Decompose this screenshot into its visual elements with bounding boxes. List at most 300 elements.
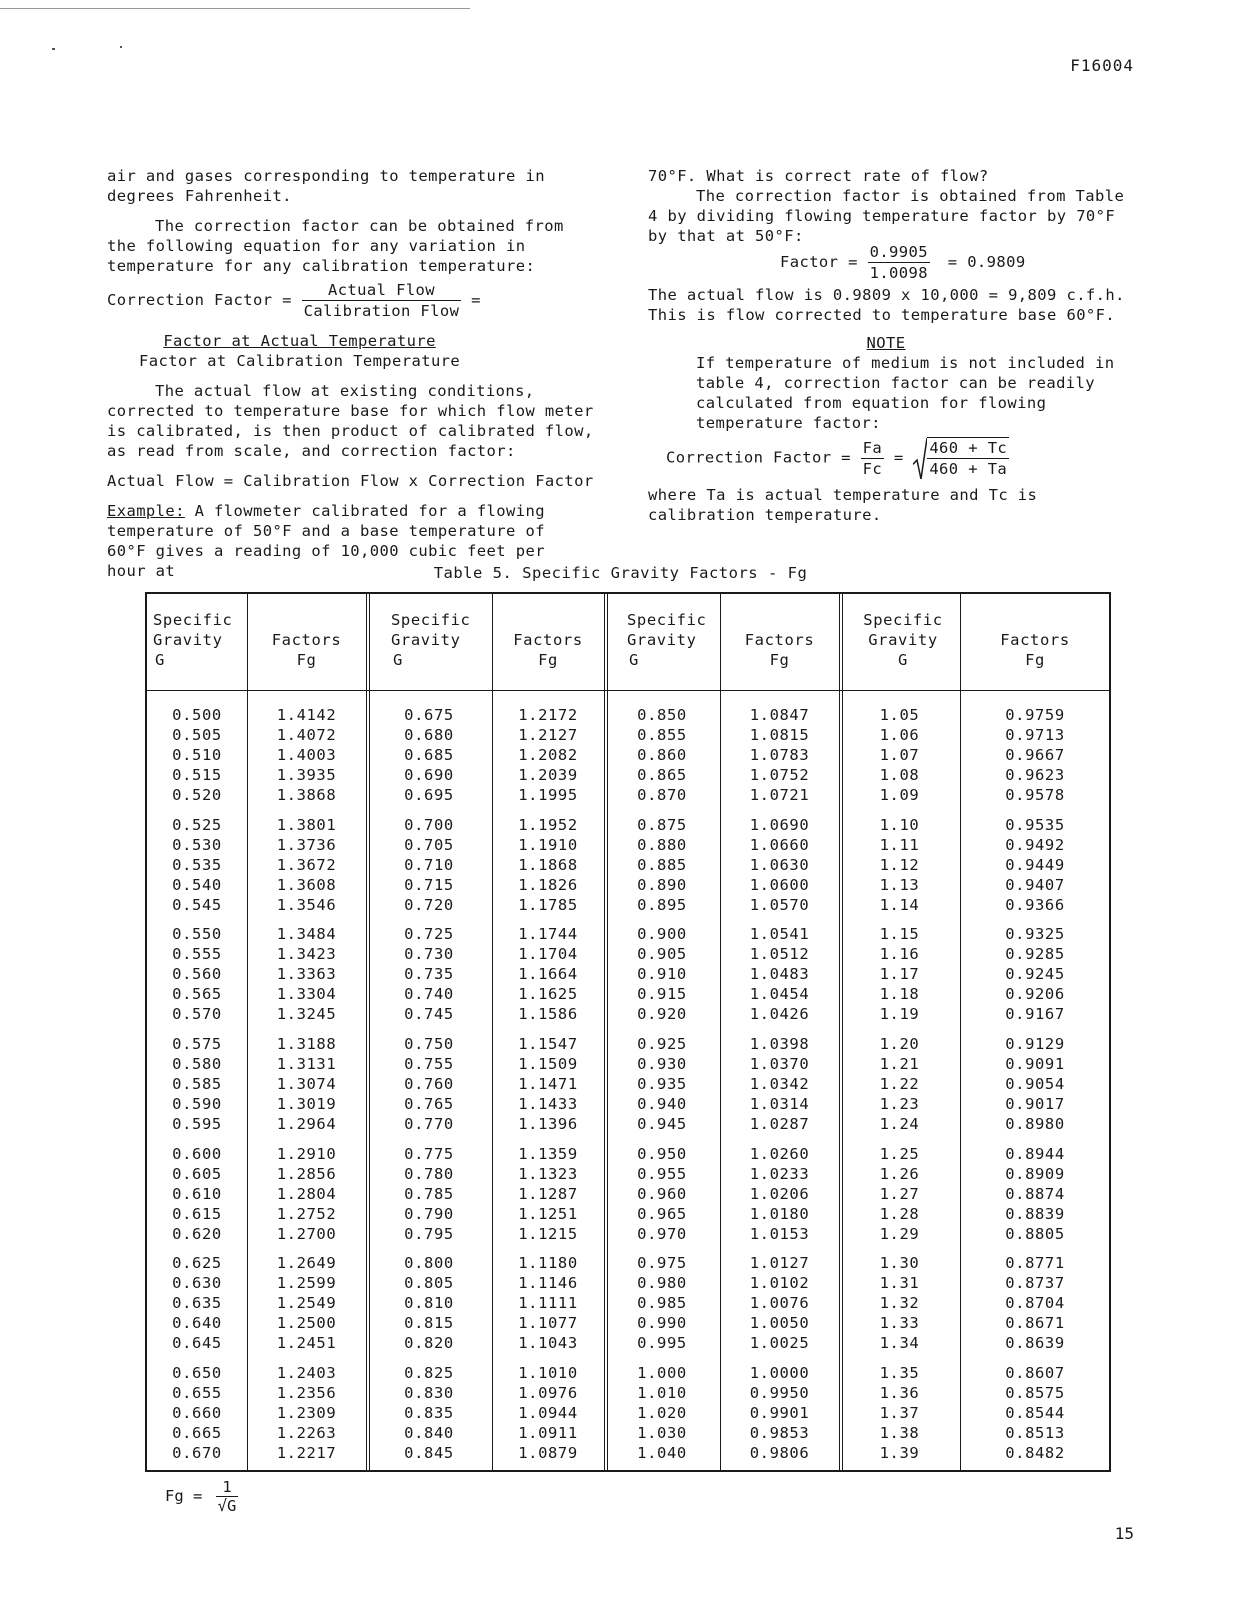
table-cell: 0.860: [637, 746, 687, 764]
table-cell: 1.1664: [518, 965, 578, 984]
table-cell: 1.0483: [749, 965, 810, 984]
table-cell: 0.555: [172, 945, 222, 964]
table-cell: 0.9285: [1005, 945, 1065, 964]
table-cell: 1.2804: [276, 1184, 337, 1203]
paragraph: The actual flow is 0.9809 x 10,000 = 9,809 c.f.h. This is flow corrected to temperature base 60°F.: [648, 286, 1125, 324]
fraction-denominator: 460 + Ta: [929, 460, 1008, 478]
row-group: [604, 705, 720, 805]
table-cell: 1.1146: [518, 1274, 578, 1293]
table-cell: 0.910: [637, 965, 687, 984]
table-cell: 1.39: [879, 1444, 920, 1463]
formula-fraction: [216, 1478, 239, 1515]
gravity-column: [147, 705, 247, 1473]
table-cell: 0.885: [637, 855, 687, 874]
table-cell: 0.655: [172, 1384, 222, 1403]
table-cell: 0.975: [637, 1254, 687, 1273]
table-cell: 0.560: [172, 965, 222, 984]
table-cell: 1.32: [879, 1294, 920, 1313]
table-cell: 1.10: [879, 815, 920, 834]
table-cell: 0.570: [172, 1005, 222, 1024]
table-cell: 1.1251: [518, 1204, 578, 1223]
table-cell: 1.2039: [518, 766, 578, 784]
row-group: [492, 924, 604, 1024]
fraction-numerator: 1: [216, 1478, 239, 1497]
row-group: [839, 1363, 960, 1463]
table-cell: 0.9535: [1005, 815, 1065, 834]
header-line: G: [629, 651, 639, 669]
table-cell: 0.845: [404, 1444, 454, 1463]
header-line: Specific: [627, 611, 707, 629]
table-cell: 0.500: [172, 706, 222, 724]
header-line: G: [898, 651, 908, 669]
right-text-column: [648, 166, 1168, 525]
table-cell: 0.895: [637, 895, 687, 914]
table-cell: 1.0630: [749, 855, 810, 874]
table-cell: 1.14: [879, 895, 920, 914]
row-group: [366, 705, 492, 805]
header-specific-gravity: [391, 610, 470, 670]
header-line: Fg: [538, 651, 558, 669]
table-cell: 1.2549: [276, 1294, 337, 1313]
table-cell: 1.4142: [276, 706, 337, 724]
table-cell: 1.0783: [749, 746, 810, 764]
fg-definition-formula: [165, 1478, 238, 1515]
table-cell: 0.835: [404, 1404, 454, 1423]
header-specific-gravity: [627, 610, 706, 670]
fraction-denominator: Calibration Flow: [303, 302, 460, 320]
header-line: Factors: [1000, 631, 1070, 649]
table-cell: 1.3245: [276, 1005, 337, 1024]
fraction-denominator: Fc: [862, 459, 883, 478]
table-cell: 1.1952: [518, 815, 578, 834]
header-line: Fg: [296, 651, 317, 669]
table-cell: 1.2599: [276, 1274, 337, 1293]
table-cell: 1.0287: [749, 1115, 810, 1134]
row-group: [247, 924, 366, 1024]
equation-label: Factor =: [780, 253, 858, 271]
header-line: Factors: [271, 631, 342, 649]
row-group: [366, 1144, 492, 1244]
table-cell: 0.8639: [1005, 1334, 1065, 1353]
table-cell: 1.0370: [749, 1055, 810, 1074]
table-cell: 1.2500: [276, 1314, 337, 1333]
factor-fraction: [868, 242, 930, 283]
note-title: NOTE: [866, 334, 906, 352]
factor-result: = 0.9809: [947, 253, 1026, 271]
table-cell: 0.960: [637, 1184, 687, 1203]
table-cell: 0.775: [404, 1144, 454, 1163]
table-cell: 1.000: [637, 1364, 687, 1383]
row-group: [720, 705, 839, 805]
header-line: Gravity: [868, 631, 938, 649]
gravity-column: [839, 705, 960, 1473]
gravity-column: [366, 705, 492, 1473]
table-cell: 1.3868: [276, 786, 337, 804]
row-group: [492, 1034, 604, 1134]
table-cell: 0.8607: [1005, 1364, 1065, 1383]
row-group: [960, 1144, 1110, 1244]
table-cell: 1.2172: [518, 706, 578, 724]
table-cell: 0.690: [404, 766, 454, 784]
table-cell: 0.9091: [1005, 1055, 1065, 1074]
row-group: [839, 1034, 960, 1134]
table-cell: 0.930: [637, 1055, 687, 1074]
table-cell: 1.4003: [276, 746, 337, 764]
fraction-denominator: [216, 1497, 239, 1515]
table-cell: 0.900: [637, 925, 687, 944]
table-cell: 1.1509: [518, 1055, 578, 1074]
square-root: [913, 437, 1009, 479]
table-cell: 1.1010: [518, 1364, 578, 1383]
row-group: [960, 1253, 1110, 1353]
table-cell: 0.915: [637, 985, 687, 1004]
radical-sign-icon: [913, 437, 927, 479]
row-group: [147, 705, 247, 805]
table-cell: 1.3484: [276, 925, 337, 944]
table-cell: 1.33: [879, 1314, 920, 1333]
header-line: Gravity: [627, 631, 697, 649]
table-cell: 0.890: [637, 875, 687, 894]
row-group: [366, 1253, 492, 1353]
fraction-numerator: 0.9905: [869, 243, 928, 261]
table-cell: 1.0233: [749, 1164, 810, 1183]
table-cell: 0.945: [637, 1115, 687, 1134]
table-cell: 1.3672: [276, 855, 337, 874]
table-cell: 1.28: [879, 1204, 920, 1223]
table-cell: 1.31: [879, 1274, 920, 1293]
table-cell: 1.4072: [276, 726, 337, 744]
fraction-numerator: Factor at Actual Temperature: [163, 332, 436, 350]
table-cell: 0.865: [637, 766, 687, 784]
table-cell: 1.0752: [749, 766, 810, 784]
table-cell: 1.0660: [749, 835, 810, 854]
table-cell: 0.8909: [1005, 1164, 1065, 1183]
table-cell: 1.0025: [749, 1334, 810, 1353]
table-cell: 1.2082: [518, 746, 578, 764]
table-cell: 0.985: [637, 1294, 687, 1313]
table-cell: 1.1625: [518, 985, 578, 1004]
table-cell: 1.09: [879, 786, 920, 804]
row-group: [720, 1253, 839, 1353]
table-cell: 1.040: [637, 1444, 687, 1463]
table-cell: 1.1910: [518, 835, 578, 854]
table-cell: 0.8513: [1005, 1424, 1065, 1443]
page-number: 15: [1114, 1524, 1134, 1543]
table-cell: 0.9054: [1005, 1075, 1065, 1094]
table-cell: 1.1586: [518, 1005, 578, 1024]
table-cell: 0.605: [172, 1164, 222, 1183]
table-cell: 0.9407: [1005, 875, 1065, 894]
radical-sign-icon: √: [217, 1497, 228, 1515]
table-cell: 0.805: [404, 1274, 454, 1293]
table-cell: 1.1077: [518, 1314, 578, 1333]
table-cell: 0.850: [637, 706, 687, 724]
table-cell: 1.07: [879, 746, 920, 764]
specific-gravity-table: [145, 592, 1111, 1472]
row-group: [839, 1253, 960, 1353]
table-cell: 0.840: [404, 1424, 454, 1443]
table-cell: 1.2451: [276, 1334, 337, 1353]
row-group: [247, 1363, 366, 1463]
table-cell: 1.3363: [276, 965, 337, 984]
table-cell: 0.8704: [1005, 1294, 1065, 1313]
table-cell: 0.715: [404, 875, 454, 894]
table-cell: 1.08: [879, 766, 920, 784]
table-cell: 1.38: [879, 1424, 920, 1443]
table-cell: 0.725: [404, 925, 454, 944]
table-cell: 0.9806: [749, 1444, 810, 1463]
table-cell: 1.1995: [518, 786, 578, 804]
row-group: [720, 815, 839, 915]
header-line: Specific: [863, 611, 943, 629]
row-group: [247, 1253, 366, 1353]
table-cell: 1.06: [879, 726, 920, 744]
table-cell: 1.2309: [276, 1404, 337, 1423]
left-text-column: [107, 166, 627, 581]
temperature-factor-fraction: [137, 331, 627, 371]
table-cell: 1.13: [879, 875, 920, 894]
fraction-numerator: Actual Flow: [302, 280, 462, 301]
table-cell: 1.0879: [518, 1444, 578, 1463]
table-cell: 1.010: [637, 1384, 687, 1403]
table-cell: 0.765: [404, 1095, 454, 1114]
table-cell: 1.3423: [276, 945, 337, 964]
row-group: [247, 1144, 366, 1244]
table-cell: 1.0314: [749, 1095, 810, 1114]
table-cell: 0.9492: [1005, 835, 1065, 854]
table-cell: 0.800: [404, 1254, 454, 1273]
header-line: G: [155, 651, 165, 669]
table-cell: 1.3546: [276, 895, 337, 914]
table-cell: 1.0050: [749, 1314, 810, 1333]
table-cell: 0.8575: [1005, 1384, 1065, 1403]
fraction-numerator: Fa: [862, 438, 883, 457]
table-cell: 1.3304: [276, 985, 337, 1004]
table-cell: 1.3074: [276, 1075, 337, 1094]
table-cell: 0.9759: [1005, 706, 1065, 724]
row-group: [839, 924, 960, 1024]
table-cell: 0.8737: [1005, 1274, 1065, 1293]
table-cell: 1.25: [879, 1144, 920, 1163]
table-cell: 0.630: [172, 1274, 222, 1293]
table-cell: 0.550: [172, 925, 222, 944]
table-cell: 0.8671: [1005, 1314, 1065, 1333]
fraction: [137, 331, 462, 371]
table-cell: 1.2127: [518, 726, 578, 744]
table-cell: 0.680: [404, 726, 454, 744]
table-cell: 1.1180: [518, 1254, 578, 1273]
header-rule: [147, 690, 1109, 691]
table-cell: 0.830: [404, 1384, 454, 1403]
row-group: [366, 815, 492, 915]
table-cell: 1.2403: [276, 1364, 337, 1383]
header-factors: [960, 630, 1110, 670]
row-group: [839, 1144, 960, 1244]
table-cell: 1.3019: [276, 1095, 337, 1114]
table-cell: 0.935: [637, 1075, 687, 1094]
table-cell: 1.1043: [518, 1334, 578, 1353]
table-cell: 1.1868: [518, 855, 578, 874]
row-group: [960, 1363, 1110, 1463]
table-cell: 1.1826: [518, 875, 578, 894]
table-cell: 0.525: [172, 815, 222, 834]
table-cell: 0.520: [172, 786, 222, 804]
table-cell: 1.2964: [276, 1115, 337, 1134]
fraction-denominator: Factor at Calibration Temperature: [139, 352, 461, 370]
correction-factor-equation: [107, 280, 627, 321]
row-group: [960, 815, 1110, 915]
table-cell: 0.990: [637, 1314, 687, 1333]
header-line: G: [393, 651, 403, 669]
row-group: [720, 1363, 839, 1463]
table-cell: 1.30: [879, 1254, 920, 1273]
table-cell: 1.1744: [518, 925, 578, 944]
header-line: Fg: [769, 651, 790, 669]
table-cell: 1.0102: [749, 1274, 810, 1293]
row-group: [366, 924, 492, 1024]
table-cell: 1.1323: [518, 1164, 578, 1183]
table-cell: 1.0815: [749, 726, 810, 744]
equation-label: Correction Factor =: [666, 448, 851, 467]
table-cell: 1.0570: [749, 895, 810, 914]
table-cell: 0.8980: [1005, 1115, 1065, 1134]
table-cell: 1.2856: [276, 1164, 337, 1183]
row-group: [147, 1144, 247, 1244]
table-cell: 1.0512: [749, 945, 810, 964]
table-cell: 0.665: [172, 1424, 222, 1443]
table-cell: 0.9206: [1005, 985, 1065, 1004]
table-cell: 1.3188: [276, 1035, 337, 1054]
table-cell: 1.1287: [518, 1184, 578, 1203]
table-cell: 0.750: [404, 1035, 454, 1054]
row-group: [147, 924, 247, 1024]
table-cell: 0.585: [172, 1075, 222, 1094]
table-cell: 0.705: [404, 835, 454, 854]
table-cell: 0.810: [404, 1294, 454, 1313]
row-group: [839, 705, 960, 805]
table-cell: 0.965: [637, 1204, 687, 1223]
note-text: If temperature of medium is not included in table 4, correction factor can be readily calculated from equation for flowing temperature factor:: [696, 354, 1115, 432]
table-cell: 0.730: [404, 945, 454, 964]
row-group: [492, 1144, 604, 1244]
row-group: [247, 1034, 366, 1134]
table-cell: 0.8839: [1005, 1204, 1065, 1223]
table-cell: 0.635: [172, 1294, 222, 1313]
table-cell: 1.26: [879, 1164, 920, 1183]
table-cell: 1.0260: [749, 1144, 810, 1163]
table-cell: 0.720: [404, 895, 454, 914]
table-cell: 1.23: [879, 1095, 920, 1114]
table-cell: 0.645: [172, 1334, 222, 1353]
table-cell: 0.540: [172, 875, 222, 894]
paragraph: The correction factor can be obtained from the following equation for any variation in temperature for any calibration temperature:: [107, 217, 564, 275]
flow-fraction: [302, 280, 462, 321]
table-cell: 0.9245: [1005, 965, 1065, 984]
table-cell: 1.0000: [749, 1364, 810, 1383]
table-cell: 1.2217: [276, 1444, 337, 1463]
table-cell: 1.030: [637, 1424, 687, 1443]
table-cell: 0.970: [637, 1224, 687, 1243]
table-cell: 1.0206: [749, 1184, 810, 1203]
table-cell: 1.29: [879, 1224, 920, 1243]
row-group: [960, 705, 1110, 805]
paragraph: Actual Flow = Calibration Flow x Correction Factor: [107, 472, 594, 490]
table-cell: 0.9578: [1005, 786, 1065, 804]
table-cell: 1.11: [879, 835, 920, 854]
table-cell: 0.620: [172, 1224, 222, 1243]
table-cell: 0.790: [404, 1204, 454, 1223]
table-cell: 0.510: [172, 746, 222, 764]
table-cell: 1.19: [879, 1005, 920, 1024]
row-group: [366, 1363, 492, 1463]
table-cell: 1.16: [879, 945, 920, 964]
table-cell: 1.35: [879, 1364, 920, 1383]
table-cell: 1.3736: [276, 835, 337, 854]
table-cell: 0.920: [637, 1005, 687, 1024]
table-cell: 1.0976: [518, 1384, 578, 1403]
table-cell: 0.755: [404, 1055, 454, 1074]
table-cell: 0.625: [172, 1254, 222, 1273]
table-cell: 0.670: [172, 1444, 222, 1463]
table-cell: 0.695: [404, 786, 454, 804]
table-cell: 1.1215: [518, 1224, 578, 1243]
table-cell: 0.9901: [749, 1404, 810, 1423]
radicand-fraction: [927, 438, 1009, 479]
table-cell: 0.880: [637, 835, 687, 854]
table-cell: 0.545: [172, 895, 222, 914]
fraction-numerator: 460 + Tc: [929, 439, 1008, 457]
table-cell: 0.815: [404, 1314, 454, 1333]
table-cell: 0.995: [637, 1334, 687, 1353]
paragraph: 70°F. What is correct rate of flow?: [648, 167, 989, 185]
header-specific-gravity: [847, 610, 959, 670]
table-cell: 0.615: [172, 1204, 222, 1223]
header-line: Specific: [153, 611, 233, 629]
table-cell: 0.825: [404, 1364, 454, 1383]
table-cell: 0.8771: [1005, 1254, 1065, 1273]
table-cell: 1.0690: [749, 815, 810, 834]
header-specific-gravity: [153, 610, 232, 670]
header-line: Factors: [744, 631, 815, 649]
table-cell: 0.785: [404, 1184, 454, 1203]
row-group: [960, 1034, 1110, 1134]
header-factors: [492, 630, 604, 670]
table-cell: 0.590: [172, 1095, 222, 1114]
fraction-denominator: 1.0098: [869, 264, 928, 282]
table-cell: 0.515: [172, 766, 222, 784]
table-cell: 0.745: [404, 1005, 454, 1024]
table-cell: 1.020: [637, 1404, 687, 1423]
radicand: [927, 437, 1009, 479]
table-cell: 1.36: [879, 1384, 920, 1403]
table-cell: 1.0180: [749, 1204, 810, 1223]
table-cell: 0.535: [172, 855, 222, 874]
table-cell: 1.0076: [749, 1294, 810, 1313]
paragraph: The correction factor is obtained from Table 4 by dividing flowing temperature factor by 70°F by that at 50°F:: [648, 187, 1125, 245]
note-block: [696, 333, 1136, 433]
table-cell: 0.710: [404, 855, 454, 874]
table-cell: 0.600: [172, 1144, 222, 1163]
row-group: [720, 924, 839, 1024]
table-cell: 0.595: [172, 1115, 222, 1134]
table-cell: 0.8805: [1005, 1224, 1065, 1243]
table-cell: 1.1433: [518, 1095, 578, 1114]
row-group: [492, 1253, 604, 1353]
table-cell: 0.9017: [1005, 1095, 1065, 1114]
table-cell: 1.2356: [276, 1384, 337, 1403]
row-group: [720, 1144, 839, 1244]
table-cell: 1.2910: [276, 1144, 337, 1163]
